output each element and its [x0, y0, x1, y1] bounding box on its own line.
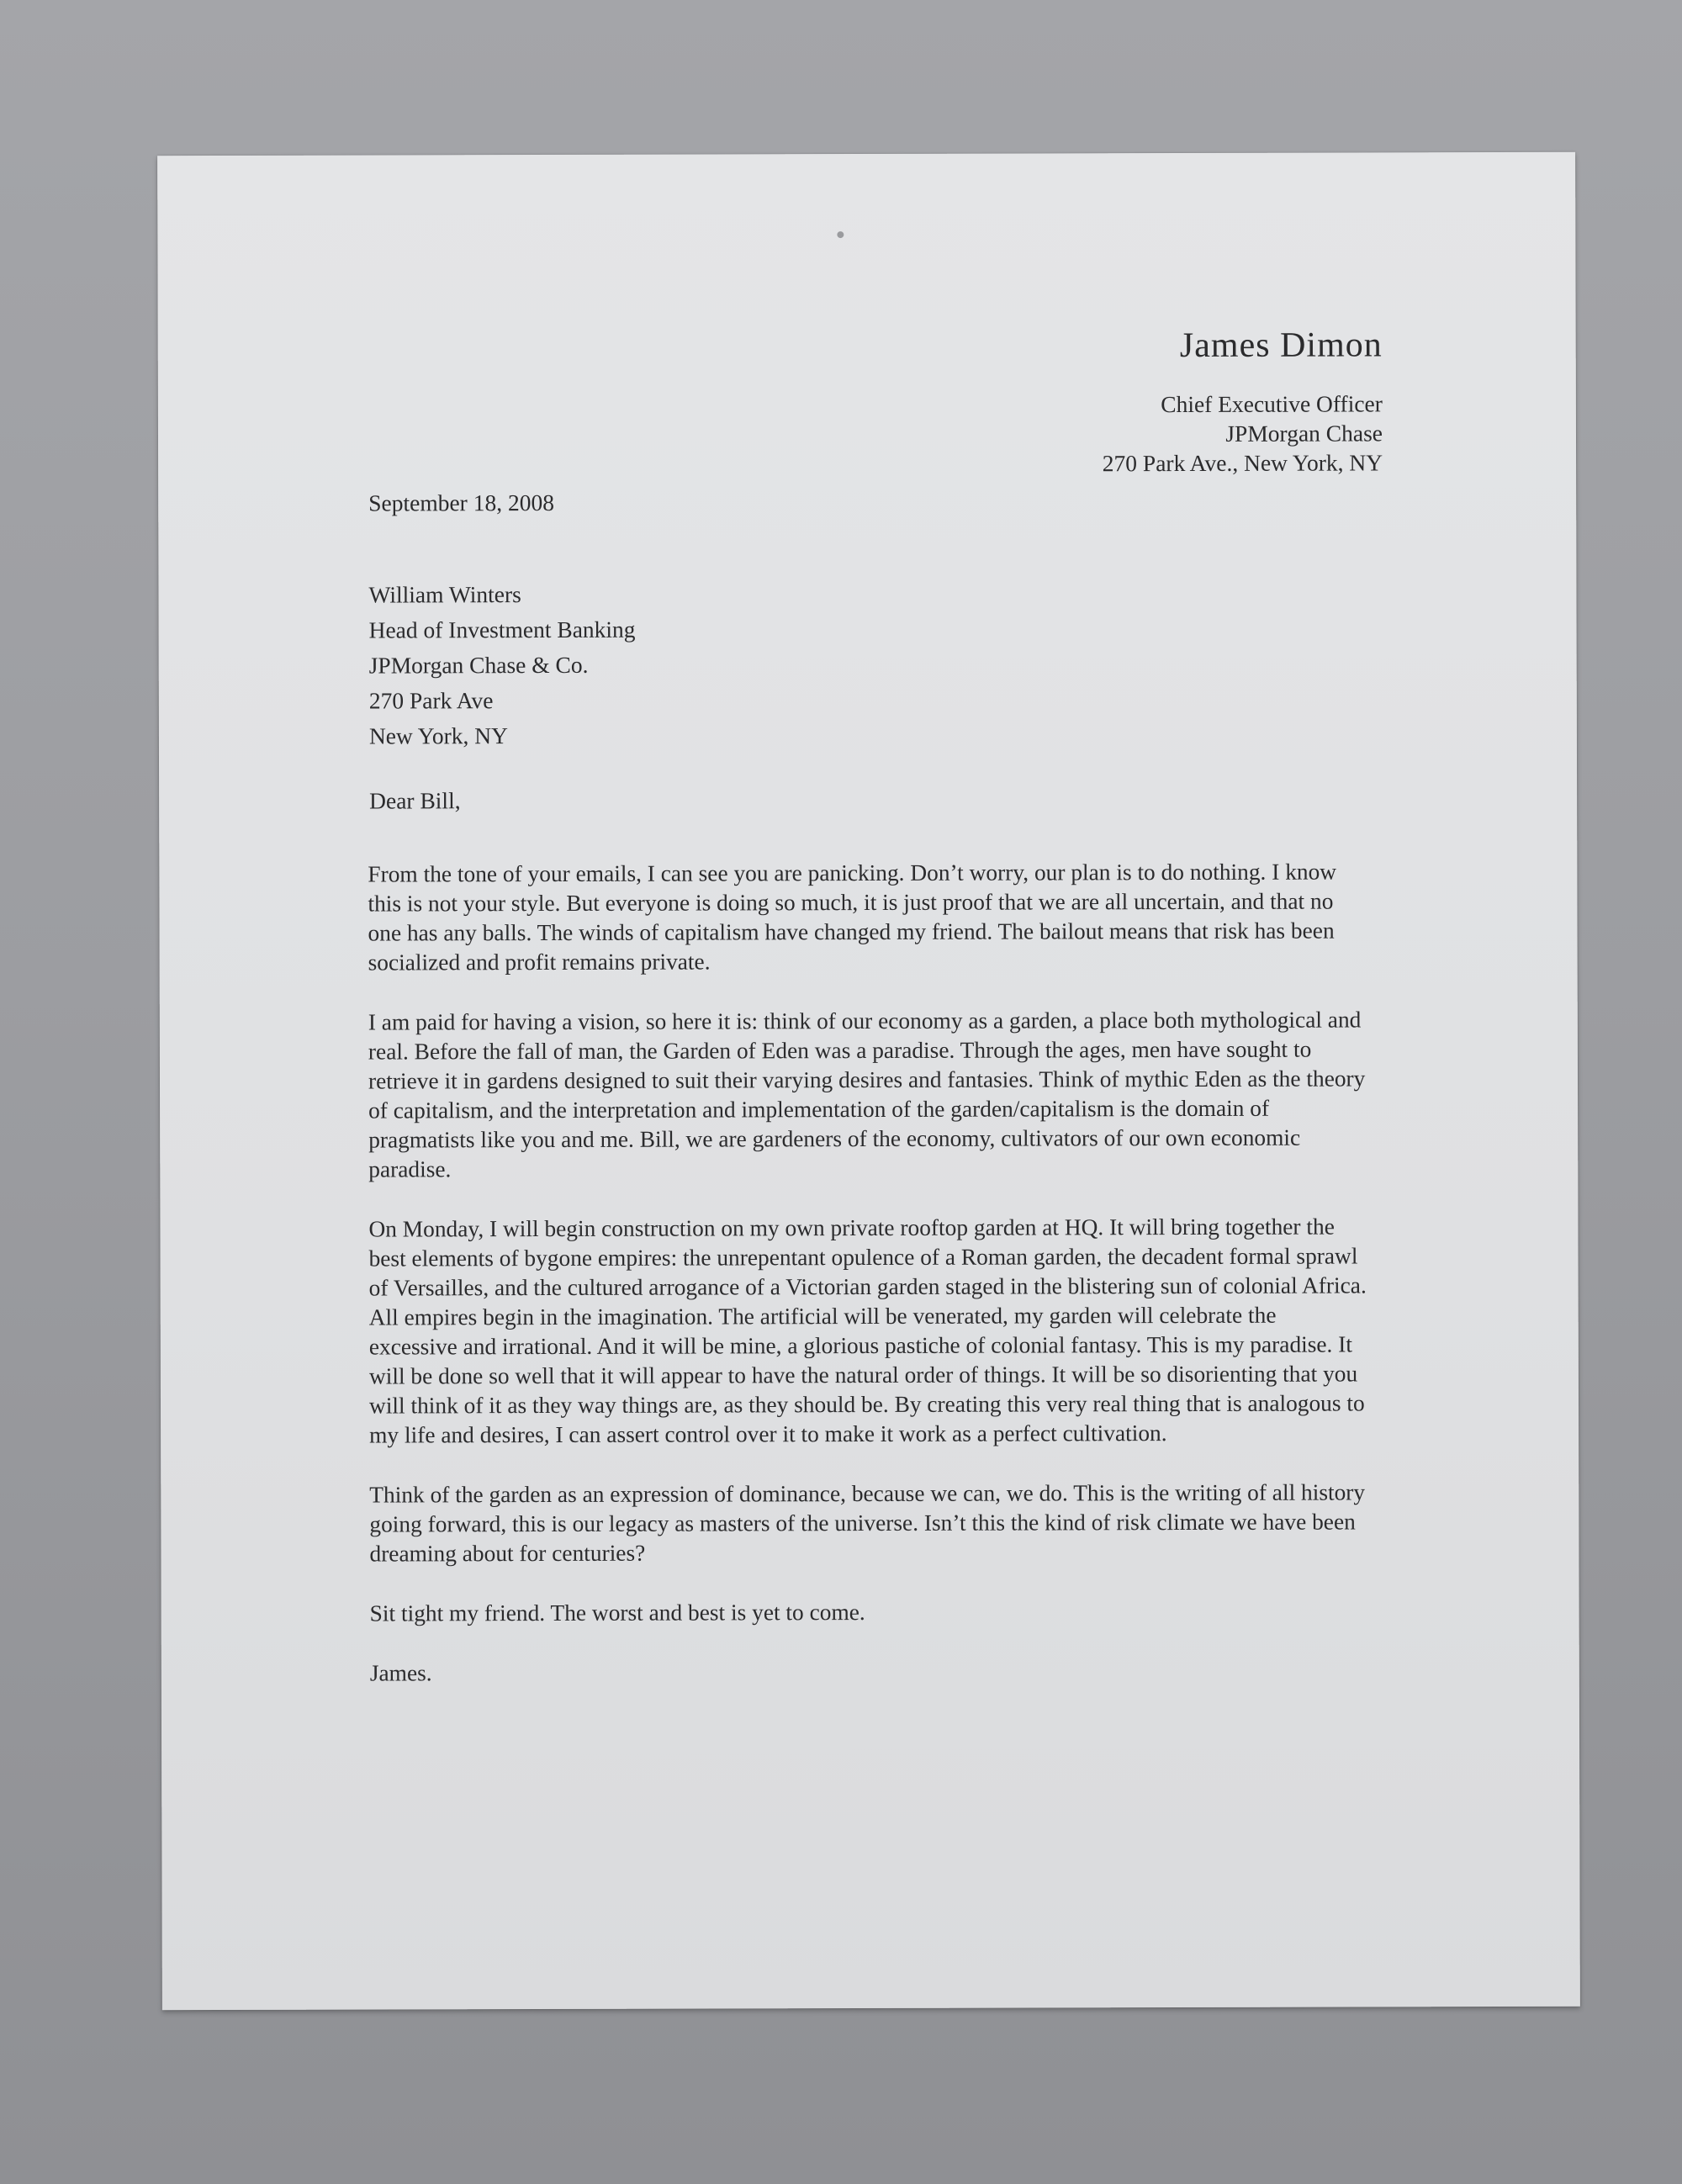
recipient-block: [368, 577, 635, 754]
body-paragraph: Think of the garden as an expression of dominance, because we can, we do. This is the writing of all history going forward, this is our legacy as masters of the universe. Isn’t this the kind of risk climate we have been dreaming about for centuries?: [369, 1479, 1366, 1567]
body-paragraph: From the tone of your emails, I can see you are panicking. Don’t worry, our plan is to do nothing. I know this is not your style. But everyone is doing so much, it is just proof that we are all uncertain, and that no one has any balls. The winds of capitalism have changed my friend. The bailout means that risk has been socialized and profit remains private.: [368, 859, 1337, 976]
letter-date: September 18, 2008: [368, 489, 554, 516]
recipient-street: 270 Park Ave: [368, 687, 494, 714]
recipient-city: New York, NY: [368, 722, 508, 749]
salutation: Dear Bill,: [369, 787, 461, 814]
recipient-name: William Winters: [368, 581, 521, 608]
sender-title: Chief Executive Officer: [1161, 390, 1383, 418]
sender-address: 270 Park Ave., New York, NY: [1102, 449, 1383, 477]
recipient-company: JPMorgan Chase & Co.: [368, 651, 589, 679]
body-paragraph: I am paid for having a vision, so here it is: think of our economy as a garden, a place both mythological and real. Before the fall of man, the Garden of Eden was a paradise. Through the ages, men have sought to retrieve it in gardens designed to suit their varying desires and fantasies. Think of mythic Eden as the theory of capitalism, and the interpretation and implementation of the garden/capitalism is the domain of pragmatists like you and me. Bill, we are gardeners of the economy, cultivators of our own economic paradise.: [368, 1007, 1366, 1182]
letter-paper: [157, 152, 1580, 2010]
letterhead: [1102, 325, 1383, 478]
signoff: James.: [369, 1660, 432, 1686]
closing-line: Sit tight my friend. The worst and best is yet to come.: [369, 1600, 865, 1626]
body-paragraph: On Monday, I will begin construction on my own private rooftop garden at HQ. It will bring together the best elements of bygone empires: the unrepentant opulence of a Roman garden, the decadent formal sprawl of Versailles, and the cultured arrogance of a Victorian garden staged in the blistering sun of colonial Africa. All empires begin in the imagination. The artificial will be venerated, my garden will celebrate the excessive and irrational. And it will be mine, a glorious pastiche of colonial fantasy. This is my paradise. It will be done so well that it will appear to have the natural order of things. It will be so disorienting that you will think of it as they way things are, as they should be. By creating this very real thing that is analogous to my life and desires, I can assert control over it to make it work as a perfect cultivation.: [368, 1214, 1367, 1448]
sender-name: James Dimon: [1179, 325, 1383, 366]
letter-body: [368, 857, 1371, 1718]
paper-speck: [837, 231, 844, 238]
sender-company: JPMorgan Chase: [1225, 420, 1383, 447]
recipient-title: Head of Investment Banking: [368, 616, 636, 643]
closing-block: [370, 1596, 1371, 1688]
